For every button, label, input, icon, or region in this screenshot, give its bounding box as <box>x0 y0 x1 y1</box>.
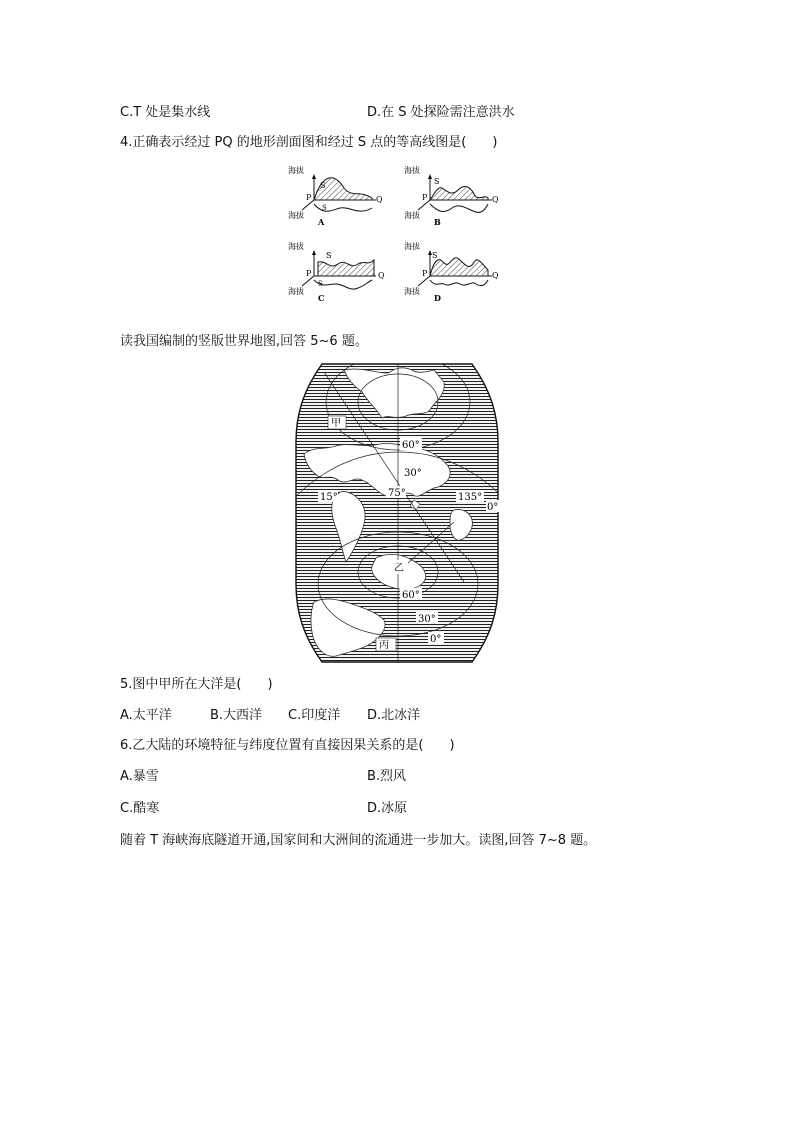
q4-a-axis-bottom: 海拔 <box>288 211 304 220</box>
vertical-world-map <box>284 362 510 664</box>
q4-d-p: P <box>422 269 428 278</box>
q4-c-s-top: S <box>326 251 332 260</box>
map-lon-135: 135° <box>458 492 483 503</box>
q4-b-q: Q <box>492 195 499 204</box>
q4-panel-b <box>404 165 499 227</box>
map-lat-30s: 30° <box>418 614 436 625</box>
q4-c-axis-top: 海拔 <box>288 242 304 251</box>
map-label-bing: 丙 <box>379 640 389 651</box>
map-lon-75: 75° <box>388 488 406 499</box>
q5-option-d: D.北冰洋 <box>367 708 421 723</box>
q4-a-label: A <box>318 217 325 227</box>
q4-profile-figure <box>282 160 512 320</box>
q6-option-b: B.烈风 <box>367 769 407 784</box>
q6-option-c: C.酷寒 <box>120 801 160 816</box>
q4-d-axis-top: 海拔 <box>404 242 420 251</box>
q4-d-label: D <box>434 293 441 303</box>
q4-d-axis-bottom: 海拔 <box>404 287 420 296</box>
map-lat-0s: 0° <box>430 634 442 645</box>
q4-panel-d <box>404 241 499 303</box>
q4-panel-a <box>288 165 383 227</box>
q4-b-p: P <box>422 193 428 202</box>
q4-c-p: P <box>306 269 312 278</box>
q3-option-d: D.在 S 处探险需注意洪水 <box>367 105 515 120</box>
q4-b-s-top: S <box>434 177 440 186</box>
q4-a-p: P <box>306 193 312 202</box>
map-label-yi: 乙 <box>394 563 404 574</box>
q4-b-axis-top: 海拔 <box>404 166 420 175</box>
q4-b-label: B <box>434 217 441 227</box>
intro-5-6: 读我国编制的竖版世界地图,回答 5~6 题。 <box>120 334 368 349</box>
intro-7-8: 随着 T 海峡海底隧道开通,国家间和大洲间的流通进一步加大。读图,回答 7~8 题。 <box>120 833 597 848</box>
q3-option-c: C.T 处是集水线 <box>120 105 211 120</box>
map-lat-60n: 60° <box>402 440 420 451</box>
q4-c-axis-bottom: 海拔 <box>288 287 304 296</box>
q4-c-s-bottom: S <box>318 280 323 288</box>
q4-a-axis-top: 海拔 <box>288 166 304 175</box>
map-lon-15: 15° <box>320 492 338 503</box>
q4-a-s-top: S <box>320 181 326 190</box>
q4-panel-c <box>288 241 385 303</box>
q4-b-axis-bottom: 海拔 <box>404 211 420 220</box>
q5-option-b: B.大西洋 <box>210 708 263 723</box>
map-lon-0: 0° <box>487 502 499 513</box>
q5-stem: 5.图中甲所在大洋是( ) <box>120 677 273 692</box>
q4-stem: 4.正确表示经过 PQ 的地形剖面图和经过 S 点的等高线图是( ) <box>120 135 498 150</box>
q4-c-label: C <box>318 293 325 303</box>
q4-d-q: Q <box>492 271 499 280</box>
q4-a-s-bottom: S <box>322 204 327 212</box>
map-lat-30n: 30° <box>404 468 422 479</box>
q6-stem: 6.乙大陆的环境特征与纬度位置有直接因果关系的是( ) <box>120 738 455 753</box>
q4-c-q: Q <box>378 271 385 280</box>
q5-option-c: C.印度洋 <box>288 708 341 723</box>
q4-a-q: Q <box>376 195 383 204</box>
q5-option-a: A.太平洋 <box>120 708 172 723</box>
map-lat-60s: 60° <box>402 590 420 601</box>
q6-option-d: D.冰原 <box>367 801 408 816</box>
q6-option-a: A.暴雪 <box>120 769 159 784</box>
map-label-jia: 甲 <box>331 418 341 429</box>
q4-d-s-top: S <box>432 251 438 260</box>
